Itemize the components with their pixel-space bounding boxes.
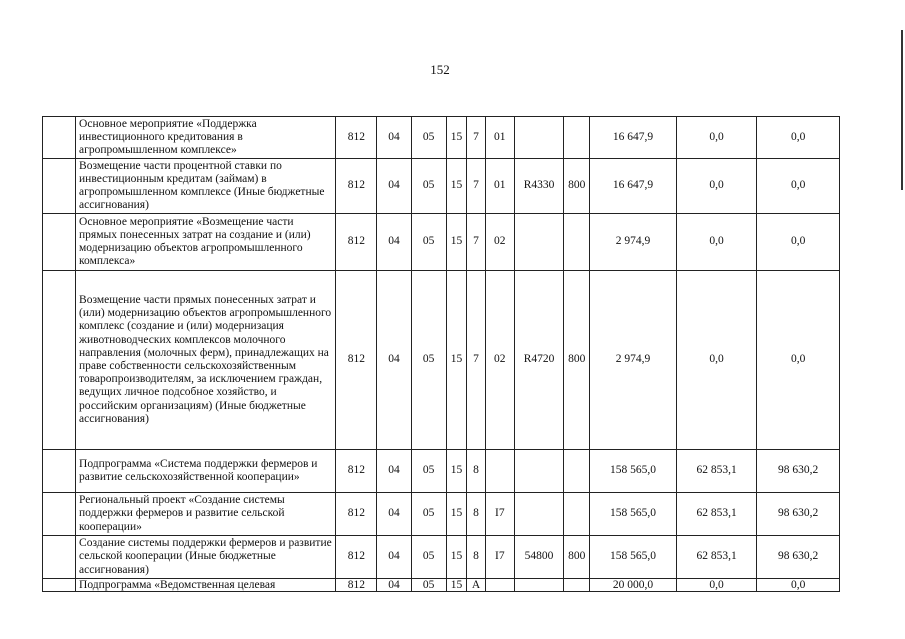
- row-index-cell: [43, 159, 76, 214]
- grbs-code-cell: 812: [336, 536, 377, 579]
- amount-year1-cell: 158 565,0: [590, 450, 677, 493]
- target-article-cell: [514, 214, 564, 271]
- target-article-cell: R4330: [514, 159, 564, 214]
- expense-type-cell: 800: [564, 159, 590, 214]
- subsection-code-cell: 05: [411, 493, 446, 536]
- target-article-cell: [514, 493, 564, 536]
- amount-year2-cell: 0,0: [676, 117, 757, 159]
- amount-year3-cell: 0,0: [757, 159, 840, 214]
- section-code-cell: 04: [377, 493, 411, 536]
- grbs-code-cell: 812: [336, 214, 377, 271]
- subprogram-code-cell: 7: [467, 117, 486, 159]
- target-article-cell: R4720: [514, 271, 564, 450]
- grbs-code-cell: 812: [336, 450, 377, 493]
- section-code-cell: 04: [377, 579, 411, 592]
- section-code-cell: 04: [377, 214, 411, 271]
- section-code-cell: 04: [377, 117, 411, 159]
- measure-code-cell: 01: [485, 117, 514, 159]
- row-name-cell: Основное мероприятие «Возмещение части прямых понесенных затрат на создание и (или) модернизацию объектов агропромышленного комплекса»: [76, 214, 336, 271]
- expense-type-cell: [564, 117, 590, 159]
- subsection-code-cell: 05: [411, 214, 446, 271]
- subprogram-code-cell: 8: [467, 493, 486, 536]
- expense-type-cell: [564, 214, 590, 271]
- section-code-cell: 04: [377, 450, 411, 493]
- amount-year3-cell: 98 630,2: [757, 536, 840, 579]
- amount-year3-cell: 0,0: [757, 271, 840, 450]
- row-index-cell: [43, 536, 76, 579]
- table-row: [43, 214, 840, 271]
- subsection-code-cell: 05: [411, 159, 446, 214]
- row-index-cell: [43, 271, 76, 450]
- amount-year1-cell: 158 565,0: [590, 536, 677, 579]
- budget-table-body: [43, 117, 840, 592]
- subsection-code-cell: 05: [411, 536, 446, 579]
- amount-year2-cell: 0,0: [676, 271, 757, 450]
- amount-year2-cell: 62 853,1: [676, 493, 757, 536]
- expense-type-cell: [564, 493, 590, 536]
- measure-code-cell: 02: [485, 271, 514, 450]
- row-index-cell: [43, 117, 76, 159]
- amount-year2-cell: 62 853,1: [676, 536, 757, 579]
- table-row: [43, 450, 840, 493]
- program-code-cell: 15: [446, 579, 467, 592]
- amount-year1-cell: 20 000,0: [590, 579, 677, 592]
- section-code-cell: 04: [377, 271, 411, 450]
- row-name-cell: Подпрограмма «Система поддержки фермеров и развитие сельскохозяйственной кооперации»: [76, 450, 336, 493]
- grbs-code-cell: 812: [336, 117, 377, 159]
- expense-type-cell: [564, 579, 590, 592]
- subprogram-code-cell: 8: [467, 450, 486, 493]
- row-name-cell: Основное мероприятие «Поддержка инвестиционного кредитования в агропромышленном комплексе»: [76, 117, 336, 159]
- grbs-code-cell: 812: [336, 159, 377, 214]
- program-code-cell: 15: [446, 450, 467, 493]
- program-code-cell: 15: [446, 536, 467, 579]
- subprogram-code-cell: 7: [467, 159, 486, 214]
- scan-edge-line: [901, 30, 903, 190]
- amount-year2-cell: 62 853,1: [676, 450, 757, 493]
- grbs-code-cell: 812: [336, 493, 377, 536]
- subsection-code-cell: 05: [411, 579, 446, 592]
- target-article-cell: [514, 117, 564, 159]
- target-article-cell: 54800: [514, 536, 564, 579]
- amount-year1-cell: 158 565,0: [590, 493, 677, 536]
- expense-type-cell: 800: [564, 536, 590, 579]
- amount-year3-cell: 98 630,2: [757, 450, 840, 493]
- subprogram-code-cell: 8: [467, 536, 486, 579]
- table-row: [43, 579, 840, 592]
- target-article-cell: [514, 450, 564, 493]
- subprogram-code-cell: 7: [467, 271, 486, 450]
- row-index-cell: [43, 450, 76, 493]
- program-code-cell: 15: [446, 493, 467, 536]
- measure-code-cell: [485, 450, 514, 493]
- amount-year2-cell: 0,0: [676, 159, 757, 214]
- row-index-cell: [43, 579, 76, 592]
- program-code-cell: 15: [446, 271, 467, 450]
- table-row: [43, 536, 840, 579]
- grbs-code-cell: 812: [336, 271, 377, 450]
- budget-table: [42, 116, 840, 592]
- amount-year1-cell: 16 647,9: [590, 159, 677, 214]
- measure-code-cell: 02: [485, 214, 514, 271]
- table-row: [43, 117, 840, 159]
- measure-code-cell: 01: [485, 159, 514, 214]
- measure-code-cell: I7: [485, 493, 514, 536]
- expense-type-cell: [564, 450, 590, 493]
- subsection-code-cell: 05: [411, 271, 446, 450]
- program-code-cell: 15: [446, 159, 467, 214]
- amount-year2-cell: 0,0: [676, 579, 757, 592]
- page-number: 152: [430, 62, 450, 77]
- table-row: [43, 493, 840, 536]
- measure-code-cell: I7: [485, 536, 514, 579]
- amount-year2-cell: 0,0: [676, 214, 757, 271]
- row-name-cell: Возмещение части прямых понесенных затрат и (или) модернизацию объектов агропромышленного комплекс (создание и (или) модернизация животноводческих комплексов молочного направления (молочных ферм), принадлежащих на праве собственности сельскохозяйственным товаропроизводителям, за исключением граждан, ведущих личное подсобное хозяйство, и российским организациям) (Иные бюджетные ассигнования): [76, 271, 336, 450]
- grbs-code-cell: 812: [336, 579, 377, 592]
- program-code-cell: 15: [446, 214, 467, 271]
- row-name-cell: Региональный проект «Создание системы поддержки фермеров и развитие сельской кооперации»: [76, 493, 336, 536]
- program-code-cell: 15: [446, 117, 467, 159]
- row-index-cell: [43, 214, 76, 271]
- subprogram-code-cell: 7: [467, 214, 486, 271]
- target-article-cell: [514, 579, 564, 592]
- subprogram-code-cell: А: [467, 579, 486, 592]
- subsection-code-cell: 05: [411, 450, 446, 493]
- section-code-cell: 04: [377, 536, 411, 579]
- row-name-cell: Подпрограмма «Ведомственная целевая: [76, 579, 336, 592]
- amount-year3-cell: 0,0: [757, 117, 840, 159]
- subsection-code-cell: 05: [411, 117, 446, 159]
- amount-year3-cell: 98 630,2: [757, 493, 840, 536]
- amount-year1-cell: 2 974,9: [590, 271, 677, 450]
- table-row: [43, 271, 840, 450]
- row-name-cell: Создание системы поддержки фермеров и развитие сельской кооперации (Иные бюджетные ассигнования): [76, 536, 336, 579]
- amount-year1-cell: 2 974,9: [590, 214, 677, 271]
- row-index-cell: [43, 493, 76, 536]
- measure-code-cell: [485, 579, 514, 592]
- amount-year3-cell: 0,0: [757, 579, 840, 592]
- expense-type-cell: 800: [564, 271, 590, 450]
- section-code-cell: 04: [377, 159, 411, 214]
- table-row: [43, 159, 840, 214]
- row-name-cell: Возмещение части процентной ставки по инвестиционным кредитам (займам) в агропромышленном комплексе (Иные бюджетные ассигнования): [76, 159, 336, 214]
- amount-year3-cell: 0,0: [757, 214, 840, 271]
- amount-year1-cell: 16 647,9: [590, 117, 677, 159]
